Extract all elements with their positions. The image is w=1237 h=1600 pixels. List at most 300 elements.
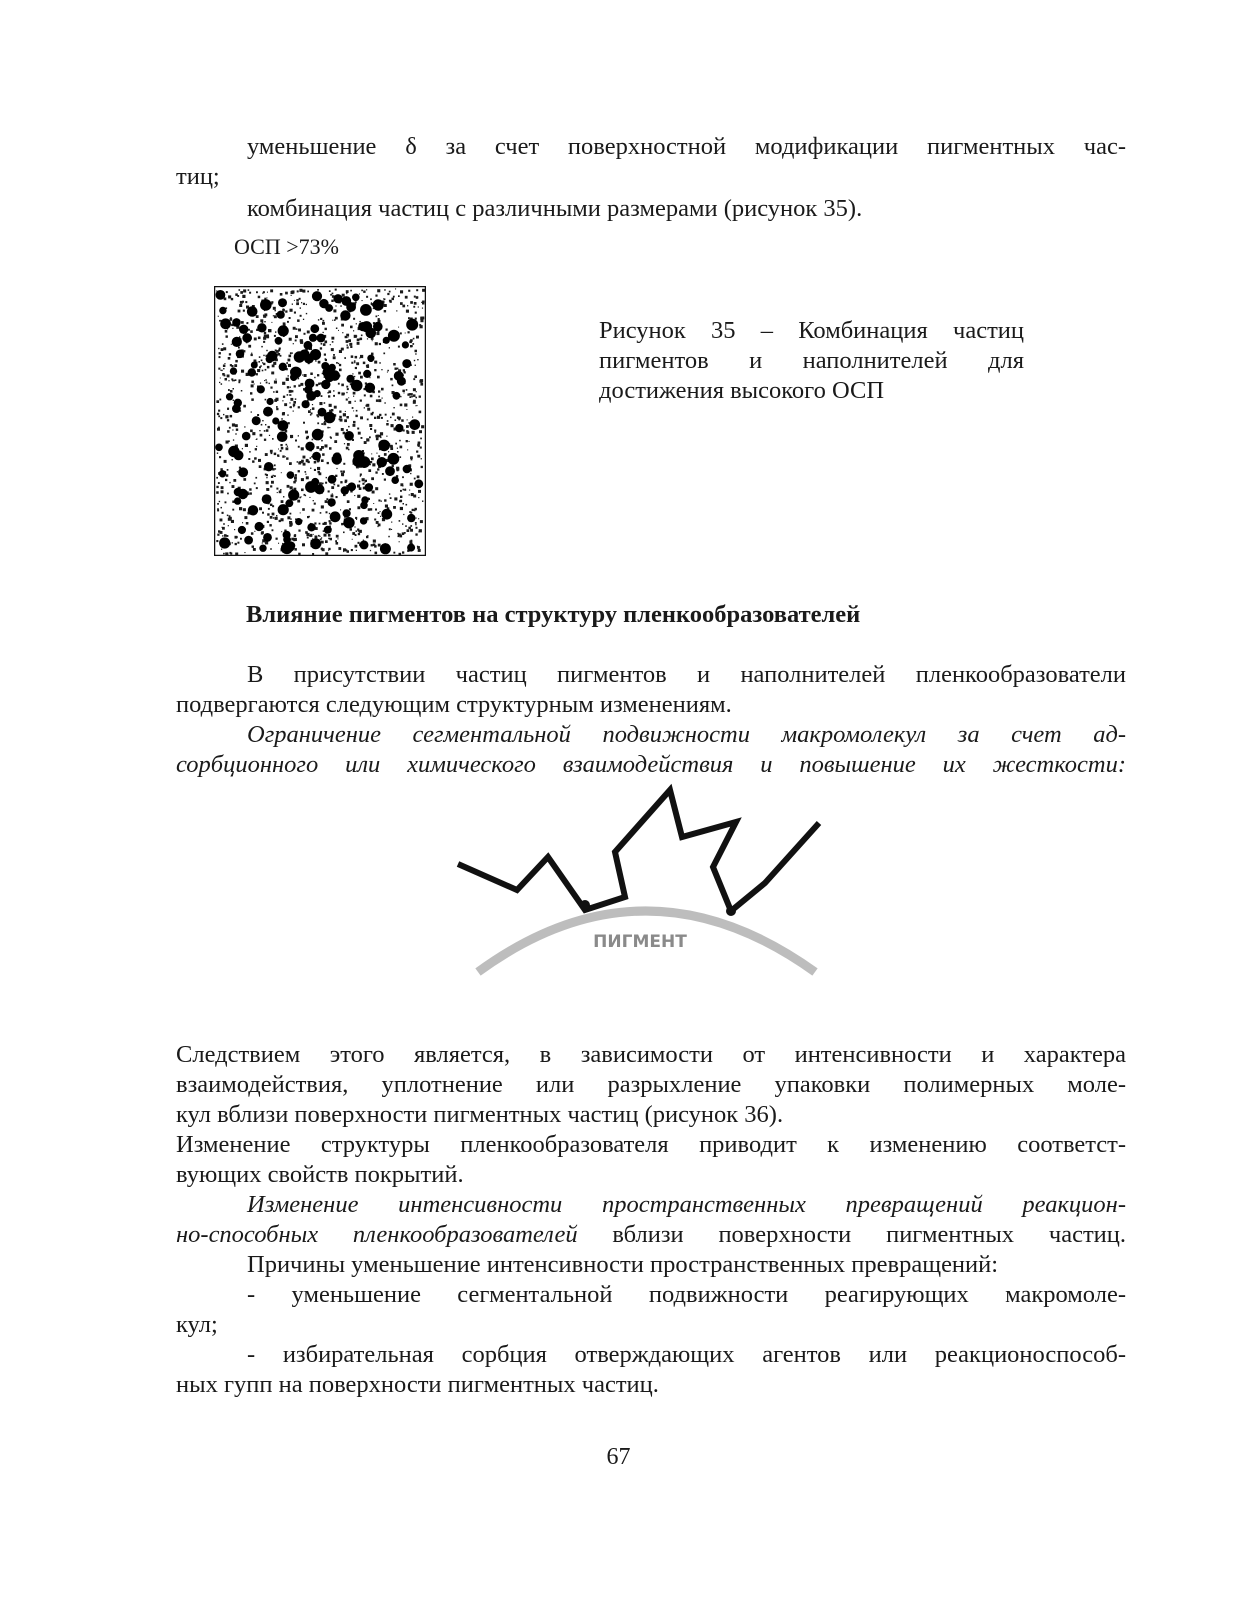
- filler-speck: [393, 407, 394, 408]
- filler-speck: [366, 296, 368, 298]
- filler-speck: [324, 444, 327, 447]
- filler-speck: [318, 361, 321, 364]
- filler-speck: [345, 481, 347, 483]
- pigment-particle: [360, 517, 367, 524]
- filler-speck: [340, 471, 342, 473]
- filler-speck: [254, 457, 256, 459]
- filler-speck: [411, 345, 413, 347]
- filler-speck: [268, 329, 271, 332]
- filler-speck: [291, 290, 294, 293]
- filler-speck: [350, 528, 353, 531]
- filler-speck: [370, 461, 372, 463]
- pigment-particle: [358, 456, 370, 468]
- adsorption-point-2: [726, 906, 736, 916]
- filler-speck: [251, 398, 254, 401]
- filler-speck: [418, 497, 419, 498]
- filler-speck: [280, 489, 281, 490]
- filler-speck: [230, 415, 233, 418]
- filler-speck: [418, 518, 419, 519]
- filler-speck: [241, 370, 244, 373]
- intro-paragraph: [176, 132, 1126, 192]
- paragraph-3-line-3: кул вблизи поверхности пигментных частиц (рисунок 36).: [176, 1101, 784, 1128]
- filler-speck: [335, 540, 337, 542]
- filler-speck: [360, 416, 363, 419]
- filler-speck: [233, 388, 235, 390]
- filler-speck: [323, 343, 326, 346]
- filler-speck: [406, 440, 408, 442]
- filler-speck: [343, 413, 346, 416]
- filler-speck: [280, 355, 282, 357]
- filler-speck: [243, 289, 246, 292]
- filler-speck: [331, 337, 334, 340]
- filler-speck: [366, 405, 368, 407]
- filler-speck: [273, 391, 275, 393]
- filler-speck: [259, 465, 262, 468]
- filler-speck: [355, 517, 357, 519]
- pigment-particle: [318, 408, 327, 417]
- filler-speck: [397, 469, 399, 471]
- filler-speck: [293, 401, 296, 404]
- filler-speck: [300, 315, 302, 317]
- filler-speck: [400, 404, 403, 407]
- filler-speck: [333, 484, 335, 486]
- filler-speck: [297, 500, 300, 503]
- pigment-particle: [259, 545, 266, 552]
- filler-speck: [256, 438, 257, 439]
- filler-speck: [318, 471, 320, 473]
- filler-speck: [358, 432, 361, 435]
- filler-speck: [242, 522, 243, 523]
- filler-speck: [414, 302, 417, 305]
- filler-speck: [393, 296, 395, 298]
- pigment-particle: [365, 483, 374, 492]
- filler-speck: [276, 538, 278, 540]
- pigment-particle: [311, 478, 319, 486]
- filler-speck: [251, 320, 254, 323]
- filler-speck: [306, 304, 307, 305]
- filler-speck: [414, 360, 415, 361]
- filler-speck: [415, 522, 417, 524]
- filler-speck: [390, 447, 393, 450]
- pigment-particle: [361, 496, 368, 503]
- filler-speck: [223, 553, 225, 555]
- filler-speck: [341, 324, 344, 327]
- filler-speck: [232, 542, 233, 543]
- pigment-particle: [216, 290, 226, 300]
- filler-speck: [395, 419, 397, 421]
- filler-speck: [402, 305, 405, 308]
- pigment-particle: [283, 531, 291, 539]
- filler-speck: [272, 513, 275, 516]
- filler-speck: [279, 491, 282, 494]
- filler-speck: [307, 516, 309, 518]
- filler-speck: [242, 448, 243, 449]
- pigment-particle: [288, 490, 299, 501]
- filler-speck: [282, 382, 285, 385]
- filler-speck: [259, 356, 261, 358]
- filler-speck: [227, 469, 229, 471]
- filler-speck: [295, 340, 297, 342]
- filler-speck: [221, 549, 222, 550]
- filler-speck: [217, 413, 219, 415]
- pigment-particle: [275, 337, 283, 345]
- filler-speck: [407, 394, 409, 396]
- adsorption-point-1: [580, 900, 590, 910]
- filler-speck: [287, 394, 289, 396]
- filler-speck: [371, 303, 373, 305]
- filler-speck: [228, 389, 230, 391]
- filler-speck: [376, 399, 379, 402]
- filler-speck: [338, 383, 340, 385]
- filler-speck: [305, 471, 307, 473]
- filler-speck: [232, 429, 233, 430]
- filler-speck: [239, 304, 242, 307]
- filler-speck: [260, 319, 263, 322]
- filler-speck: [217, 503, 219, 505]
- filler-speck: [294, 535, 296, 537]
- filler-speck: [386, 436, 387, 437]
- filler-speck: [264, 430, 266, 432]
- pigment-particle: [234, 497, 241, 504]
- pigment-particle: [402, 359, 411, 368]
- paragraph-3-line-2: взаимодействия, уплотнение или разрыхление упаковки полимерных моле-: [176, 1071, 1126, 1098]
- polymer-chain: [458, 790, 819, 911]
- filler-speck: [242, 301, 244, 303]
- filler-speck: [332, 493, 333, 494]
- filler-speck: [400, 496, 402, 498]
- filler-speck: [354, 335, 357, 338]
- filler-speck: [248, 289, 250, 291]
- filler-speck: [399, 500, 401, 502]
- filler-speck: [294, 548, 297, 551]
- filler-speck: [417, 546, 418, 547]
- filler-speck: [407, 449, 408, 450]
- filler-speck: [415, 533, 417, 535]
- filler-speck: [274, 315, 277, 318]
- filler-speck: [312, 439, 314, 441]
- filler-speck: [298, 446, 300, 448]
- filler-speck: [366, 438, 369, 441]
- filler-speck: [271, 322, 272, 323]
- filler-speck: [270, 516, 273, 519]
- filler-speck: [420, 383, 423, 386]
- filler-speck: [397, 416, 400, 419]
- filler-speck: [297, 461, 299, 463]
- filler-speck: [218, 410, 220, 412]
- filler-speck: [281, 472, 282, 473]
- filler-speck: [303, 463, 306, 466]
- filler-speck: [266, 429, 269, 432]
- filler-speck: [375, 295, 377, 297]
- pigment-particle: [262, 494, 272, 504]
- filler-speck: [404, 489, 406, 491]
- filler-speck: [301, 489, 304, 492]
- page-number: 67: [606, 1444, 631, 1470]
- filler-speck: [297, 319, 300, 322]
- filler-speck: [301, 462, 303, 464]
- filler-speck: [351, 355, 354, 358]
- filler-speck: [341, 474, 343, 476]
- filler-speck: [256, 373, 258, 375]
- filler-speck: [356, 410, 358, 412]
- filler-speck: [352, 407, 354, 409]
- filler-speck: [334, 406, 337, 409]
- pigment-particle: [304, 354, 314, 364]
- filler-speck: [306, 476, 309, 479]
- filler-speck: [415, 524, 416, 525]
- filler-speck: [261, 360, 263, 362]
- filler-speck: [379, 343, 381, 345]
- filler-speck: [411, 396, 413, 398]
- pigment-particle: [380, 543, 391, 554]
- filler-speck: [418, 531, 419, 532]
- filler-speck: [359, 321, 360, 322]
- filler-speck: [301, 302, 302, 303]
- pigment-particle: [220, 318, 231, 329]
- filler-speck: [221, 507, 223, 509]
- filler-speck: [378, 455, 380, 457]
- filler-speck: [384, 453, 387, 456]
- filler-speck: [324, 534, 327, 537]
- pigment-particle: [304, 341, 313, 350]
- filler-speck: [367, 338, 368, 339]
- pigment-particle: [360, 304, 372, 316]
- filler-speck: [289, 462, 292, 465]
- filler-speck: [410, 484, 411, 485]
- filler-speck: [389, 300, 391, 302]
- pigment-particle: [333, 294, 342, 303]
- filler-speck: [312, 509, 315, 512]
- filler-speck: [216, 486, 218, 488]
- pigment-particle: [402, 341, 409, 348]
- filler-speck: [289, 390, 292, 393]
- filler-speck: [274, 475, 276, 477]
- pigment-label: ПИГМЕНТ: [593, 932, 687, 952]
- filler-speck: [405, 296, 408, 299]
- filler-speck: [420, 447, 422, 449]
- filler-speck: [325, 540, 328, 543]
- filler-speck: [403, 514, 404, 515]
- filler-speck: [373, 540, 376, 543]
- filler-speck: [276, 488, 278, 490]
- filler-speck: [232, 509, 234, 511]
- filler-speck: [391, 522, 392, 523]
- filler-speck: [273, 517, 275, 519]
- filler-speck: [398, 295, 400, 297]
- filler-speck: [232, 423, 235, 426]
- filler-speck: [331, 409, 333, 411]
- filler-speck: [290, 387, 291, 388]
- filler-speck: [370, 428, 372, 430]
- filler-speck: [418, 549, 421, 552]
- filler-speck: [281, 531, 282, 532]
- filler-speck: [309, 535, 311, 537]
- filler-speck: [375, 342, 378, 345]
- paragraph-3: [176, 1040, 1126, 1130]
- filler-speck: [402, 523, 403, 524]
- paragraph-6: [176, 1250, 1126, 1280]
- filler-speck: [298, 470, 300, 472]
- filler-speck: [391, 424, 394, 427]
- pigment-particle: [397, 377, 406, 386]
- filler-speck: [293, 481, 296, 484]
- filler-speck: [218, 415, 220, 417]
- filler-speck: [378, 315, 379, 316]
- filler-speck: [329, 522, 331, 524]
- filler-speck: [231, 365, 233, 367]
- filler-speck: [255, 448, 257, 450]
- filler-speck: [336, 362, 338, 364]
- filler-speck: [339, 411, 341, 413]
- filler-speck: [327, 427, 329, 429]
- filler-speck: [271, 476, 273, 478]
- filler-speck: [280, 293, 283, 296]
- filler-speck: [334, 319, 336, 321]
- filler-speck: [348, 397, 349, 398]
- filler-speck: [229, 482, 230, 483]
- filler-speck: [270, 289, 273, 292]
- filler-speck: [310, 409, 311, 410]
- filler-speck: [388, 536, 390, 538]
- paragraph-4-line-1: Изменение структуры пленкообразователя приводит к изменению соответст-: [176, 1131, 1126, 1158]
- pigment-particle: [248, 505, 258, 515]
- filler-speck: [380, 432, 383, 435]
- filler-speck: [390, 497, 392, 499]
- filler-speck: [219, 320, 221, 322]
- filler-speck: [370, 395, 373, 398]
- filler-speck: [331, 300, 333, 302]
- paragraph-4-line-2: вующих свойств покрытий.: [176, 1161, 464, 1188]
- filler-speck: [377, 289, 380, 292]
- filler-speck: [263, 315, 264, 316]
- filler-speck: [326, 498, 328, 500]
- filler-speck: [400, 507, 403, 510]
- paragraph-6-line-1: Причины уменьшение интенсивности пространственных превращений:: [247, 1251, 999, 1278]
- pigment-particle: [310, 324, 319, 333]
- filler-speck: [371, 458, 374, 461]
- filler-speck: [387, 372, 388, 373]
- filler-speck: [318, 319, 319, 320]
- filler-speck: [282, 413, 285, 416]
- filler-speck: [226, 291, 228, 293]
- pigment-particle: [239, 325, 248, 334]
- filler-speck: [399, 553, 402, 556]
- filler-speck: [286, 362, 288, 364]
- filler-speck: [295, 335, 298, 338]
- filler-speck: [287, 414, 288, 415]
- filler-speck: [329, 447, 332, 450]
- pigment-particle: [295, 518, 302, 525]
- filler-speck: [228, 440, 230, 442]
- filler-speck: [336, 496, 338, 498]
- filler-speck: [355, 367, 357, 369]
- pigment-adsorption-svg: [440, 780, 840, 1000]
- filler-speck: [218, 316, 219, 317]
- filler-speck: [243, 310, 245, 312]
- filler-speck: [356, 550, 357, 551]
- filler-speck: [403, 503, 405, 505]
- filler-speck: [265, 474, 267, 476]
- filler-speck: [225, 501, 227, 503]
- filler-speck: [258, 459, 261, 462]
- filler-speck: [362, 300, 363, 301]
- filler-speck: [325, 482, 327, 484]
- filler-speck: [343, 532, 345, 534]
- filler-speck: [302, 290, 305, 293]
- filler-speck: [317, 467, 320, 470]
- filler-speck: [395, 443, 397, 445]
- filler-speck: [419, 430, 422, 433]
- filler-speck: [325, 500, 328, 503]
- filler-speck: [414, 296, 416, 298]
- filler-speck: [412, 343, 414, 345]
- filler-speck: [417, 455, 420, 458]
- filler-speck: [360, 475, 361, 476]
- filler-speck: [341, 348, 344, 351]
- filler-speck: [227, 515, 229, 517]
- filler-speck: [413, 306, 415, 308]
- filler-speck: [290, 513, 292, 515]
- pigment-particle: [247, 306, 258, 317]
- filler-speck: [375, 487, 378, 490]
- filler-speck: [235, 433, 236, 434]
- filler-speck: [263, 363, 265, 365]
- filler-speck: [399, 541, 400, 542]
- filler-speck: [243, 508, 246, 511]
- filler-speck: [402, 551, 404, 553]
- pigment-particle: [317, 334, 326, 343]
- filler-speck: [331, 495, 334, 498]
- pigment-particle: [343, 509, 351, 517]
- pigment-particle: [238, 526, 246, 534]
- filler-speck: [345, 411, 346, 412]
- filler-speck: [317, 374, 319, 376]
- filler-speck: [393, 552, 395, 554]
- filler-speck: [237, 536, 238, 537]
- filler-speck: [353, 392, 356, 395]
- filler-speck: [275, 379, 276, 380]
- figure-35-caption-line-2: пигментов и наполнителей для: [599, 347, 1024, 374]
- filler-speck: [264, 321, 265, 322]
- pigment-adsorption-figure: [440, 780, 840, 1000]
- filler-speck: [345, 336, 347, 338]
- filler-speck: [400, 490, 402, 492]
- filler-speck: [364, 394, 366, 396]
- filler-speck: [376, 438, 379, 441]
- filler-speck: [282, 400, 283, 401]
- filler-speck: [298, 530, 300, 532]
- filler-speck: [343, 463, 345, 465]
- paragraph-5-line-2-italic: но-способных пленкообразователей: [176, 1221, 578, 1248]
- filler-speck: [216, 491, 219, 494]
- filler-speck: [289, 402, 290, 403]
- intro-line-2: комбинация частиц с различными размерами (рисунок 35).: [247, 195, 863, 222]
- filler-speck: [338, 330, 339, 331]
- filler-speck: [282, 455, 284, 457]
- filler-speck: [360, 400, 362, 402]
- filler-speck: [232, 459, 233, 460]
- filler-speck: [409, 490, 410, 491]
- filler-speck: [298, 553, 300, 555]
- filler-speck: [313, 500, 314, 501]
- filler-speck: [292, 353, 293, 354]
- filler-speck: [378, 524, 381, 527]
- filler-speck: [287, 485, 290, 488]
- filler-speck: [374, 519, 376, 521]
- filler-speck: [389, 493, 390, 494]
- filler-speck: [363, 362, 366, 365]
- filler-speck: [410, 339, 413, 342]
